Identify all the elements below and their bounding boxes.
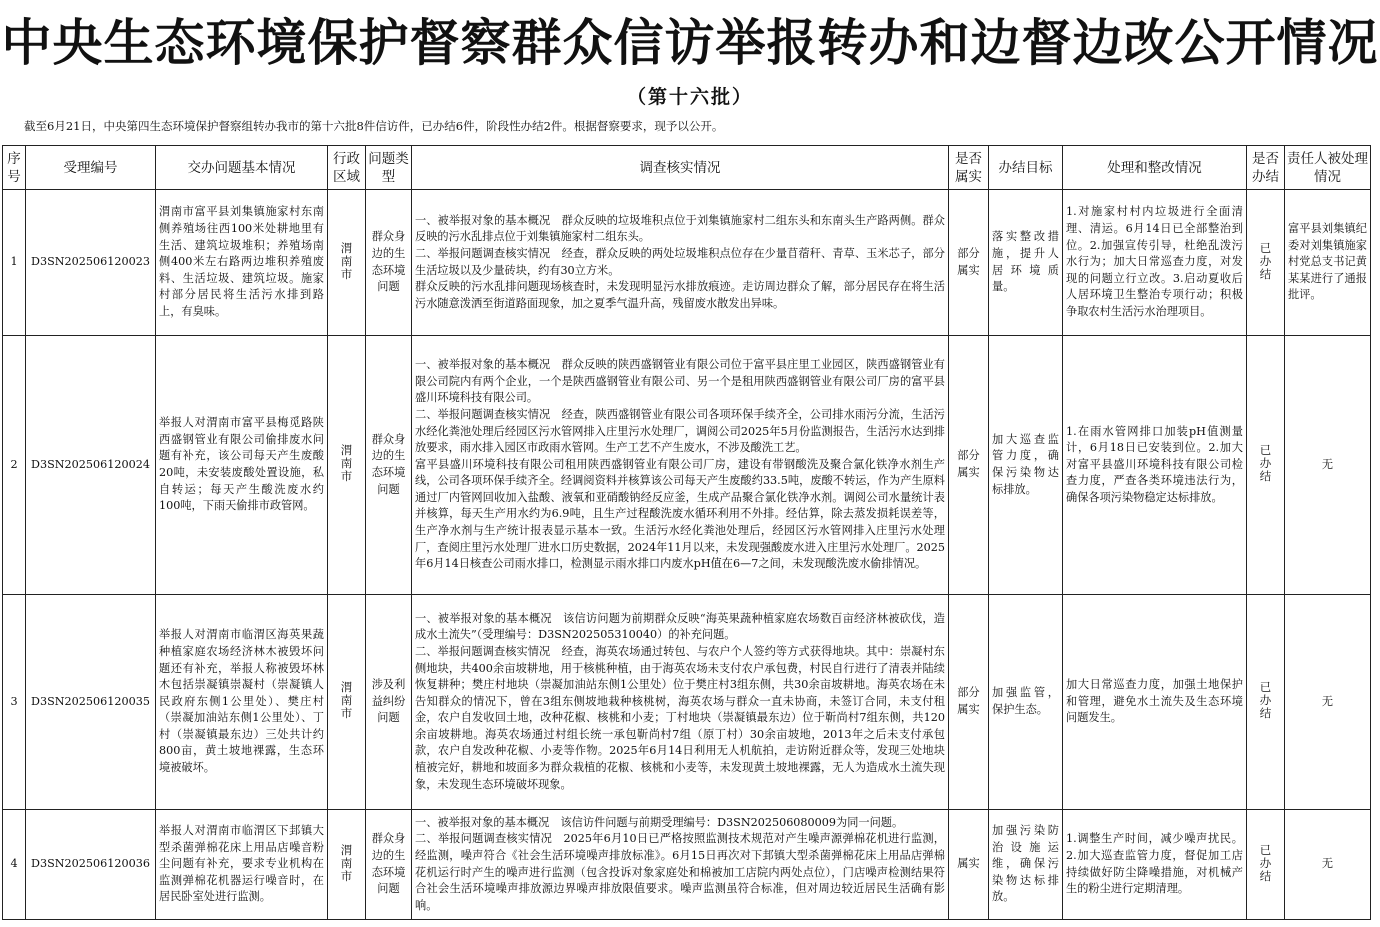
cell-region [328, 595, 366, 810]
cell-region-text: 渭南市 [340, 240, 353, 281]
cell-target: 加强监管，保护生态。 [989, 595, 1063, 810]
header-accountability: 责任人被处理情况 [1285, 146, 1371, 190]
cell-issue: 举报人对渭南市临渭区海英果蔬种植家庭农场经济林木被毁坏问题还有补充，举报人称被毁坏林木包括崇凝镇崇凝村（崇凝镇人民政府东侧1公里处）、樊庄村（崇凝加油站东侧1公里处）、丁村（崇凝镇最东边）三处共计约800亩，黄土坡地裸露，生态环境被破坏。 [156, 595, 328, 810]
cell-seq: 4 [3, 810, 26, 920]
cell-id: D3SN202506120023 [26, 190, 156, 336]
cell-handling: 加大日常巡查力度，加强土地保护和管理，避免水土流失及生态环境问题发生。 [1063, 595, 1247, 810]
header-issue: 交办问题基本情况 [156, 146, 328, 190]
cell-id: D3SN202506120024 [26, 336, 156, 595]
cell-investigation: 一、被举报对象的基本概况 群众反映的陕西盛钢管业有限公司位于富平县庄里工业园区，陕西盛钢管业有限公司院内有两个企业，一个是陕西盛钢管业有限公司、另一个是租用陕西盛钢管业有限公司厂房的富平县盛川环境科技有限公司。 二、举报问题调查核实情况 经查，陕西盛钢管业有限公司各项环保手续齐全，公司排水雨污分流，生活污水经化粪池处理后经园区污水管网排入庄里污水处理厂，调阅公司2025年5月份监测报告，生活污水达到排放要求，雨水排入园区市政雨水管网。生产工艺不产生废水，不涉及酸洗工艺。 富平县盛川环境科技有限公司租用陕西盛钢管业有限公司厂房，建设有带钢酸洗及聚合氯化铁净水剂生产线，公司各项环保手续齐全。经调阅资料并核算该公司每天产生废酸约33.5吨，废酸不转运，作为产生原料通过厂内管网回收加入盐酸、液氧和亚硝酸钠经反应釜，生成产品聚合氯化铁净水剂。调阅公司水量统计表并核算，每天生产用水约为6.9吨，且生产过程酸洗废水循环利用不外排。经估算，除去蒸发损耗误差等，生产净水剂与生产统计报表显示基本一致。生活污水经化粪池处理后，经园区污水管网排入庄里污水处理厂，查阅庄里污水处理厂进水口历史数据，2024年11月以来，未发现强酸废水进入庄里污水处理厂。2025年6月14日核查公司雨水排口，检测显示雨水排口内废水pH值在6—7之间，未发现酸洗废水偷排情况。 [412, 336, 949, 595]
cell-accountability: 无 [1285, 595, 1371, 810]
cell-closed [1247, 190, 1285, 336]
cell-closed-text: 已办结 [1259, 240, 1272, 281]
cell-region-text: 渭南市 [340, 680, 353, 721]
cell-seq: 2 [3, 336, 26, 595]
cell-closed [1247, 336, 1285, 595]
cell-investigation: 一、被举报对象的基本概况 该信访问题为前期群众反映“海英果蔬种植家庭农场数百亩经济林被砍伐，造成水土流失”（受理编号：D3SN202505310040）的补充问题。 二、举报问题调查核实情况 经查，海英农场通过转包、与农户个人签约等方式获得地块。其中：崇凝村东侧地块，共400余亩坡耕地，用于核桃种植，由于海英农场未支付农户承包费，村民自行进行了清表并陆续恢复耕种；樊庄村地块（崇凝加油站东侧1公里处）位于樊庄村3组东侧，共30余亩坡耕地。海英农场在未告知群众的情况下，曾在3组东侧坡地栽种核桃树，海英农场与群众一直未协商，未签订合同，未支付租金，农户自发收回土地，改种花椒、核桃和小麦；丁村地块（崇凝镇最东边）位于靳尚村7组东侧，共120余亩坡耕地。海英农场通过村组长统一承包靳尚村7组（原丁村）30余亩坡地，2013年之后未支付承包款，农户自发改种花椒、小麦等作物。2025年6月14日利用无人机航拍，走访附近群众等，发现三处地块植被完好，耕地和坡面多为群众栽植的花椒、核桃和小麦等，未发现黄土坡地裸露，无人为造成水土流失现象，未发现生态环境破坏现象。 [412, 595, 949, 810]
report-table [2, 145, 1371, 920]
cell-type: 涉及利益纠纷问题 [366, 595, 412, 810]
cell-handling: 1.调整生产时间，减少噪声扰民。2.加大巡查监管力度，督促加工店持续做好防尘降噪措施，对机械产生的粉尘进行定期清理。 [1063, 810, 1247, 920]
table-row [3, 190, 1371, 336]
cell-accountability: 富平县刘集镇纪委对刘集镇施家村党总支书记黄某某进行了通报批评。 [1285, 190, 1371, 336]
header-seq: 序号 [3, 146, 26, 190]
cell-type: 群众身边的生态环境问题 [366, 336, 412, 595]
cell-issue: 举报人对渭南市富平县梅觅路陕西盛钢管业有限公司偷排废水问题有补充，该公司每天产生废酸20吨，未安装废酸处置设施，私自转运；每天产生酸洗废水约100吨，下雨天偷排市政管网。 [156, 336, 328, 595]
header-closed: 是否办结 [1247, 146, 1285, 190]
cell-type: 群众身边的生态环境问题 [366, 810, 412, 920]
cell-closed-text: 已办结 [1259, 443, 1272, 484]
header-verified: 是否属实 [949, 146, 989, 190]
page-title: 中央生态环境保护督察群众信访举报转办和边督边改公开情况 [1, 14, 1379, 72]
cell-target: 落实整改措施，提升人居环境质量。 [989, 190, 1063, 336]
cell-issue: 渭南市富平县刘集镇施家村东南侧养殖场往西100米处耕地里有生活、建筑垃圾堆积；养殖场南侧400米左右路两边堆积养殖废料、生活垃圾、建筑垃圾。施家村部分居民将生活污水排到路上，有臭味。 [156, 190, 328, 336]
cell-verified: 部分属实 [949, 190, 989, 336]
cell-verified: 属实 [949, 810, 989, 920]
cell-id: D3SN202506120035 [26, 595, 156, 810]
cell-handling: 1.在雨水管网排口加装pH值测量计，6月18日已安装到位。2.加大对富平县盛川环境科技有限公司检查力度，严查各类环境违法行为，确保各项污染物稳定达标排放。 [1063, 336, 1247, 595]
cell-issue: 举报人对渭南市临渭区下邽镇大型杀菌弹棉花床上用品店噪音粉尘问题有补充，要求专业机构在监测弹棉花机器运行噪音时，在居民卧室处进行监测。 [156, 810, 328, 920]
header-handling: 处理和整改情况 [1063, 146, 1247, 190]
table-row [3, 336, 1371, 595]
table-row [3, 595, 1371, 810]
cell-closed [1247, 595, 1285, 810]
header-region: 行政区域 [328, 146, 366, 190]
cell-region-text: 渭南市 [340, 443, 353, 484]
header-type: 问题类型 [366, 146, 412, 190]
cell-id: D3SN202506120036 [26, 810, 156, 920]
intro-paragraph: 截至6月21日，中央第四生态环境保护督察组转办我市的第十六批8件信访件，已办结6件，阶段性办结2件。根据督察要求，现予以公开。 [24, 119, 724, 133]
cell-investigation: 一、被举报对象的基本概况 该信访件问题与前期受理编号：D3SN202506080009为同一问题。 二、举报问题调查核实情况 2025年6月10日已严格按照监测技术规范对产生噪声源弹棉花机进行监测，经监测，噪声符合《社会生活环境噪声排放标准》。6月15日再次对下邽镇大型杀菌弹棉花床上用品店弹棉花机运行时产生的噪声进行监测（包含投诉对象家庭处和棉被加工店院内两处点位），门店噪声检测结果符合社会生活环境噪声排放源边界噪声排放限值要求。噪声监测虽符合标准，但对周边较近居民生活确有影响。 [412, 810, 949, 920]
cell-accountability: 无 [1285, 336, 1371, 595]
cell-region [328, 336, 366, 595]
cell-type: 群众身边的生态环境问题 [366, 190, 412, 336]
header-id: 受理编号 [26, 146, 156, 190]
cell-closed-text: 已办结 [1259, 842, 1272, 883]
cell-target: 加大巡查监管力度，确保污染物达标排放。 [989, 336, 1063, 595]
table-row [3, 810, 1371, 920]
cell-region-text: 渭南市 [340, 842, 353, 883]
cell-investigation: 一、被举报对象的基本概况 群众反映的垃圾堆积点位于刘集镇施家村二组东头和东南头生产路两侧。群众反映的污水乱排点位于刘集镇施家村二组东头。 二、举报问题调查核实情况 经查，群众反映的两处垃圾堆积点位存在少量苜蓿秆、青草、玉米芯子，部分生活垃圾以及少量砖块，约有30立方米。 群众反映的污水乱排问题现场核查时，未发现明显污水排放痕迹。走访周边群众了解，部分居民存在将生活污水随意泼洒至街道路面现象，加之夏季气温升高，残留废水散发出异味。 [412, 190, 949, 336]
cell-seq: 3 [3, 595, 26, 810]
batch-subtitle: （第十六批） [626, 86, 753, 108]
cell-verified: 部分属实 [949, 336, 989, 595]
header-investigation: 调查核实情况 [412, 146, 949, 190]
table-header-row [3, 146, 1371, 190]
cell-closed [1247, 810, 1285, 920]
cell-verified: 部分属实 [949, 595, 989, 810]
cell-region [328, 190, 366, 336]
cell-handling: 1.对施家村村内垃圾进行全面清理、清运。6月14日已全部整治到位。2.加强宣传引导，杜绝乱泼污水行为；加大日常巡查力度，对发现的问题立行立改。3.启动夏收后人居环境卫生整治专项行动；积极争取农村生活污水治理项目。 [1063, 190, 1247, 336]
cell-accountability: 无 [1285, 810, 1371, 920]
cell-region [328, 810, 366, 920]
cell-target: 加强污染防治设施运维，确保污染物达标排放。 [989, 810, 1063, 920]
header-target: 办结目标 [989, 146, 1063, 190]
cell-closed-text: 已办结 [1259, 680, 1272, 721]
cell-seq: 1 [3, 190, 26, 336]
